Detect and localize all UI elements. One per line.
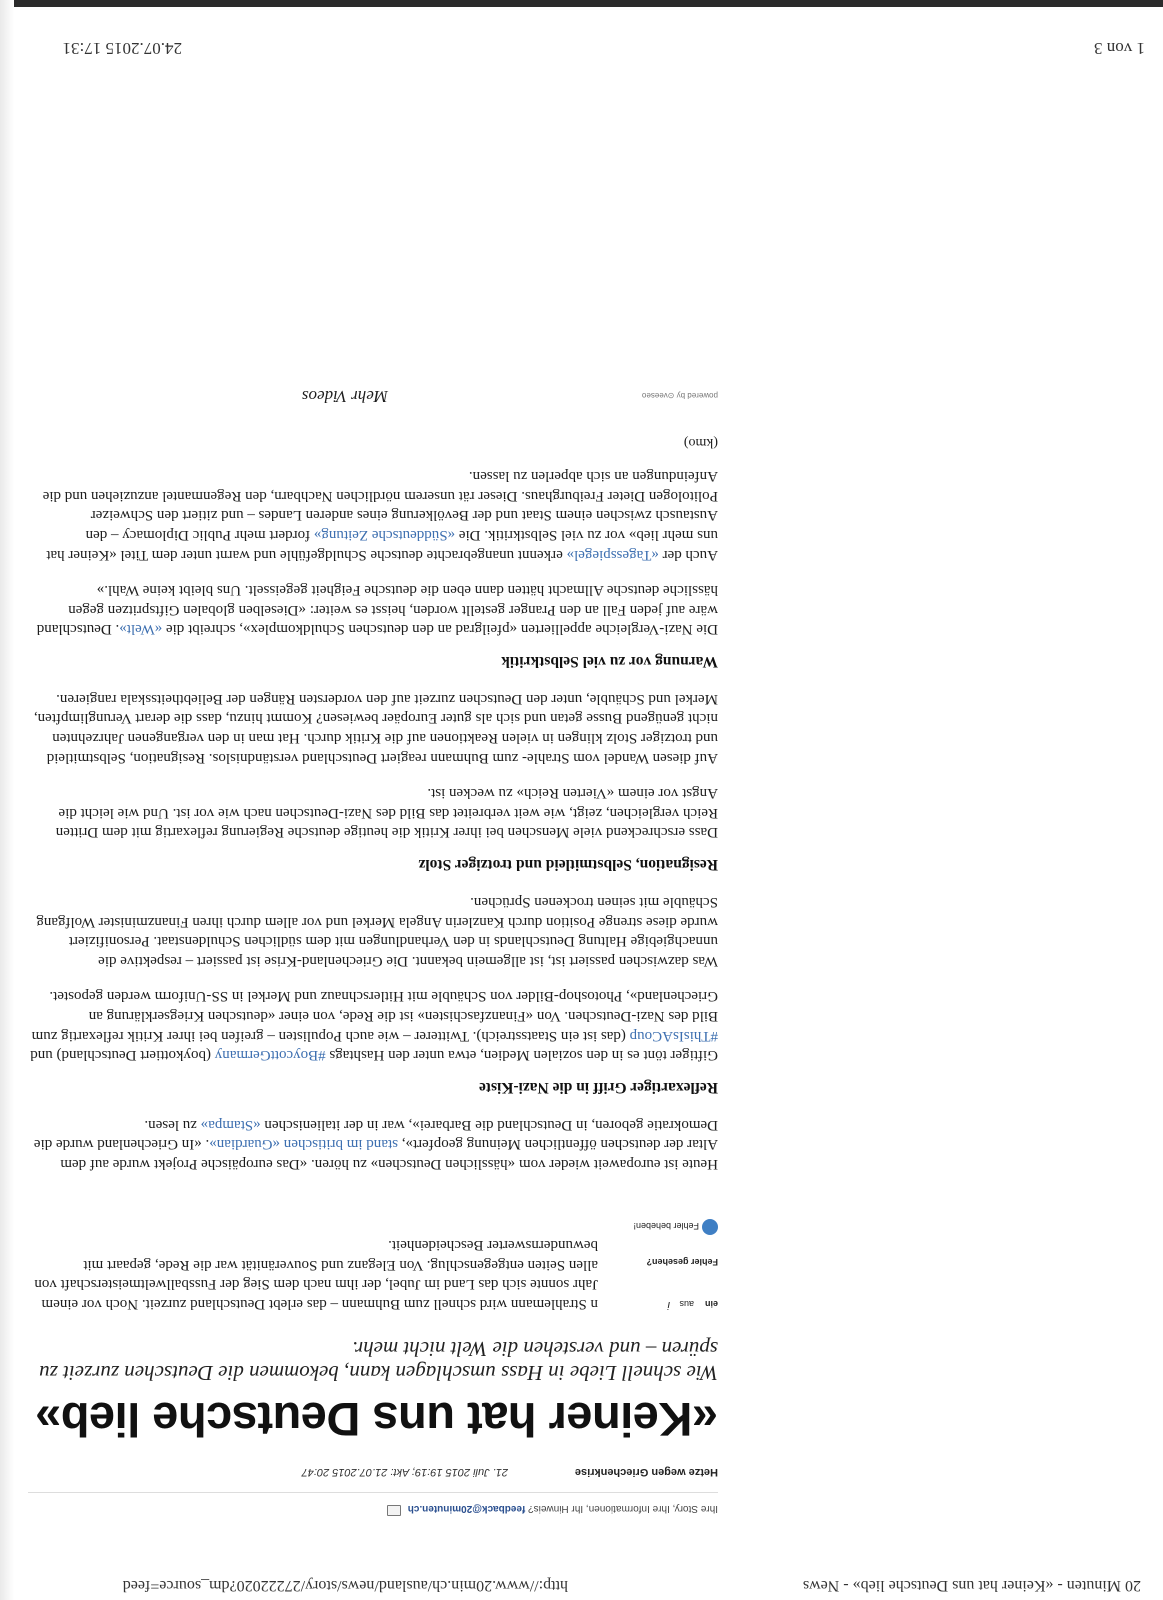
guardian-link[interactable]: stand im britischen «Guardian» — [209, 1136, 398, 1153]
paragraph-5: Auf diesen Wandel vom Strahle- zum Buhmann reagiert Deutschland verständnislos. Resignation, Selbstmitleid und trotziger Stolz klingen in vielen Reaktionen auf die Kritik durch. Hat man in den vergangenen Jahrzehnten nicht genügend Busse getan und sich als guter Europäer bewiesen? Kommt hinzu, dass die derart Verunglimpften, Merkel und Schäuble, unter den Deutschen zurzeit auf den vordersten Rängen der Beliebtheitsskala rangieren. — [33, 690, 718, 766]
author-byline: (kmo) — [683, 434, 718, 450]
subheading-2: Resignation, Selbstmitleid und trotziger Stolz — [418, 856, 718, 874]
stampa-link[interactable]: «Stampa» — [200, 1116, 261, 1133]
print-header-url[interactable]: http://www.20min.ch/ausland/news/story/27222020?dm_source=feed — [122, 1577, 568, 1594]
article-meta — [28, 1458, 718, 1484]
pencil-icon — [702, 1219, 718, 1235]
subheading-3: Warnung vor zu viel Selbstkritik — [501, 653, 718, 671]
report-error-label: Fehler beheben! — [633, 1221, 699, 1231]
print-header-title: 20 Minuten - «Keiner hat uns Deutsche lieb» - News — [802, 1577, 1141, 1594]
tagesspiegel-link[interactable]: «Tagesspiegel» — [566, 546, 659, 563]
feedback-email-link[interactable]: feedback@20minuten.ch — [407, 1503, 526, 1514]
kicker: Hetze wegen Griechenkrise — [574, 1466, 718, 1478]
intro-paragraph: n Strahlemann wird schnell zum Buhmann – das erlebt Deutschland zurzeit. Noch vor einem Jahr sonnte sich das Land im Jubel, der ihm nach dem Sieg der Fussballweltmeisterschaft von allen Seiten entgegenschlug. Von Eleganz und Souveränität war die Rede, gepaart mit bewundernswerter Bescheidenheit. — [34, 1237, 598, 1312]
toggle-aus-button[interactable]: aus — [679, 1299, 694, 1309]
info-icon[interactable]: i — [667, 1299, 670, 1311]
feedback-text: Ihre Story, Ihre Informationen, Ihr Hinweis? — [528, 1503, 718, 1514]
sueddeutsche-link[interactable]: «Süddeutsche Zeitung» — [313, 526, 456, 543]
hashtag-thisisacoup-link[interactable]: #ThisIsACoup — [629, 1027, 718, 1044]
page-number: 1 von 3 — [1094, 39, 1145, 58]
paragraph-3: Was dazwischen passiert ist, ist allgemein bekannt. Die Griechenland-Krise ist passiert – respektive die unnachgiebige Haltung Deutschlands in den Verhandlungen mit dem südlichen Schuldenstaat. Personifiziert wurde diese strenge Position durch Kanzlerin Angela Merkel und vor allem durch ihren Finanzminister Wolfgang Schäuble mit seinen trockenen Sprüchen. — [36, 894, 718, 969]
report-error-button[interactable] — [633, 1219, 718, 1235]
mail-icon — [387, 1505, 401, 1516]
paragraph-4: Dass erschreckend viele Menschen bei ihrer Kritik die heutige deutsche Regierung reflexartig mit dem Dritten Reich vergleichen, zeigt, wie weit verbreitet das Bild des Nazi-Deutschen nach wie vor ist. Und wie leicht die Angst vor einem «Vierten Reich» zu wecken ist. — [55, 785, 718, 841]
more-videos-heading[interactable]: Mehr Videos — [301, 386, 388, 406]
paragraph-7: Auch der «Tagesspiegel» erkennt unangebrachte deutsche Schuldgefühle und warnt unter dem Titel «Keiner hat uns mehr lieb» vor zu viel Selbstkritik. Die «Süddeutsche Zeitung» fordert mehr Public Diplomacy – den Austausch zwischen einem Staat und der Bevölkerung eines anderen Landes – und zitiert den Schweizer Politologen Dieter Freiburghaus. Dieser rät unserem nördlichen Nachbarn, den Regenmantel anzuziehen und die Anfeindungen an sich abperlen zu lassen. — [42, 468, 718, 563]
paragraph-6: Die Nazi-Vergleiche appellierten «pfeilgrad an den deutschen Schuldkomplex», schreibt die «Welt». Deutschland wäre auf jeden Fall an den Pranger gestellt worden, heisst es weiter: «Dieselben globalen Giftspritzen gegen hässliche deutsche Allmacht hätten dann eben die deutsche Feigheit gegeisselt. Uns bleibt keine Wahl.» — [36, 582, 718, 638]
welt-link[interactable]: «Welt» — [119, 621, 163, 638]
subheading-1: Reflexartiger Griff in die Nazi-Kiste — [478, 1079, 718, 1097]
dateline: 21. Juli 2015 19:19; Akt: 21.07.2015 20:47 — [301, 1466, 508, 1478]
hashtag-boycottgermany-link[interactable]: #BoycottGermany — [214, 1047, 326, 1064]
powered-by: powered by ⊙veeseo — [641, 390, 718, 400]
feedback-bar — [28, 1492, 718, 1528]
print-timestamp: 24.07.2015 17:31 — [62, 39, 182, 58]
paragraph-2: Giftiger tönt es in den sozialen Medien, etwa unter den Hashtags #BoycottGermany (boykottiert Deutschland) und #ThisIsACoup (das ist ein Staatsstreich). Twitterer – wie auch Populisten – greifen bei ihrer Kritik reflexartig zum Bild des Nazi-Deutschen. Von «Finanzfaschisten» ist die Rede, von einer «deutschen Kriegserklärung an Griechenland», Photoshop-Bilder von Schäuble mit Hitlerschnauz und Merkel in SS-Uniform werden gepostet. — [30, 988, 718, 1064]
lead: Wie schnell Liebe in Hass umschlagen kann, bekommen die Deutschen zurzeit zu spüren – und verstehen die Welt nicht mehr. — [39, 1337, 718, 1385]
page-title: «Keiner hat uns Deutsche lieb» — [35, 1393, 718, 1446]
more-videos-row — [28, 372, 718, 412]
toggle-ein-button[interactable]: ein — [704, 1299, 718, 1309]
article-column — [28, 372, 718, 1528]
intro-block — [28, 1173, 718, 1319]
paragraph-1: Heute ist europaweit wieder vom «hässlichen Deutschen» zu hören. «Das europäische Projekt wurde auf dem Altar der deutschen öffentlichen Meinung geopfert», stand im britischen «Guardian». «In Griechenland wurde die Demokratie geboren, in Deutschland die Barbarei», war in der italienischen «Stampa» zu lesen. — [33, 1116, 718, 1172]
error-question: Fehler gesehen? — [646, 1257, 718, 1267]
